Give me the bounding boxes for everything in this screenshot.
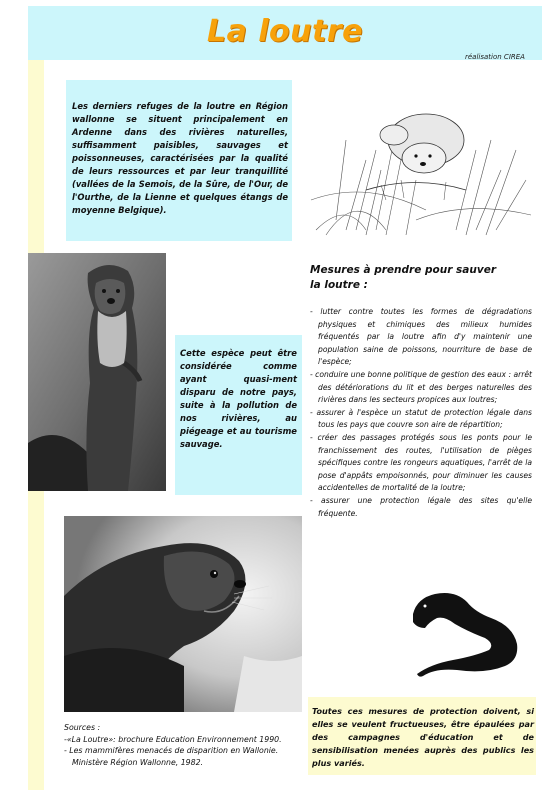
otter-closeup-photo [64,516,302,712]
sources-block [64,722,304,768]
measure-item: - conduire une bonne politique de gestion des eaux : arrêt des détériorations du lit et des berges naturelles des rivières dans les secteurs propices aux loutres; [310,369,532,405]
measure-item: - assurer une protection légale des sites qu'elle fréquente. [310,495,532,518]
measures-title-line1: Mesures à prendre pour sauver [310,264,496,276]
measure-item: - créer des passages protégés sous les ponts pour le franchissement des routes, l'utilisation de pièges spécifiques contre les rongeurs aquatiques, l'arrêt de la pose d'appâts empoisonnés, pour diminuer les causes accidentelles de mortalité de la loutre; [310,432,532,493]
credit-label: réalisation CIREA [465,53,525,61]
measures-title-line2: la loutre : [310,279,368,291]
otter-sketch-image [306,80,534,240]
intro-text: Les derniers refuges de la loutre en Région wallonne se situent principalement en Ardenne dans des rivières naturelles, suffisamment paisibles, sauvages et poissonneuses, caractérisées par la qualité de leurs ressources et par leur tranquillité (vallées de la Semois, de la Sûre, de l'Our, de l'Ourthe, de la Lienne et quelques étangs de moyenne Belgique). [72,101,288,215]
closing-text: Toutes ces mesures de protection doivent, si elles se veulent fructueuses, être épaulées par des campagnes d'éducation et de sensibilisation menées auprès des publics les plus variés. [312,706,534,768]
otter-silhouette-icon [405,584,525,680]
measures-list [310,306,532,520]
sources-line: - Les mammifères menacés de disparition en Wallonie. [64,746,279,755]
measure-item: - lutter contre toutes les formes de dégradations physiques et chimiques des milieux humides fréquentés par la loutre afin d'y maintenir une population saine de poissons, nourriture de base de l'espèce; [310,307,532,367]
species-text: Cette espèce peut être considérée comme ayant quasi-ment disparu de notre pays, suite à la pollution de nos rivières, au piégeage et au tourisme sauvage. [180,348,297,449]
sources-line: Ministère Région Wallonne, 1982. [72,757,204,767]
measure-item: - assurer à l'espèce un statut de protection légale dans tous les pays que couvre son aire de répartition; [310,407,532,430]
measures-title [310,263,530,293]
sources-line: -«La Loutre»: brochure Education Environnement 1990. [64,734,282,744]
sources-heading: Sources : [64,723,101,732]
standing-otter-photo [28,253,166,491]
page-title: La loutre [206,14,364,49]
